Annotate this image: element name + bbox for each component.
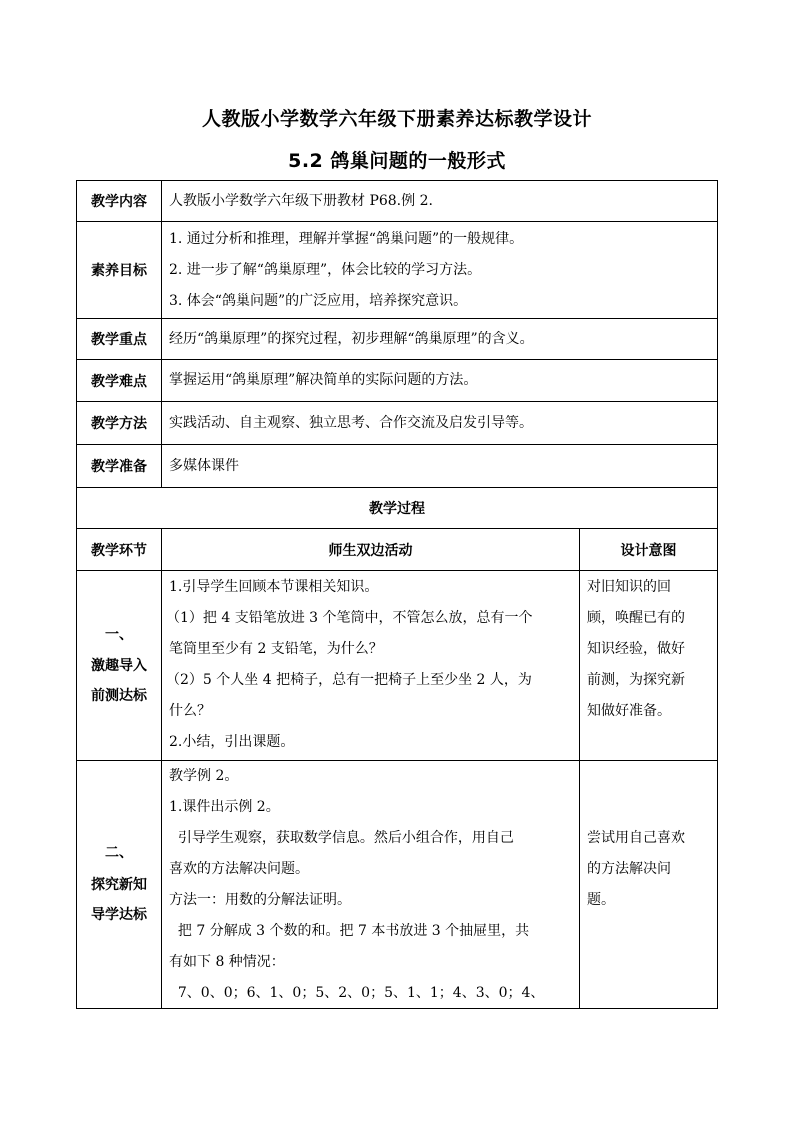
activity-line: 什么？ [169, 703, 211, 719]
stage-name-line: 导学达标 [91, 907, 147, 923]
intent-line: 顾，唤醒已有的 [587, 610, 685, 626]
intent-line: 题。 [587, 892, 615, 908]
activity-line: （2）5 个人坐 4 把椅子，总有一把椅子上至少坐 2 人，为 [166, 672, 532, 688]
label-key-points: 教学重点 [91, 332, 147, 348]
intent-column-divider [579, 528, 580, 1009]
activity-line: 7、0、0；6、1、0；5、2、0；5、1、1；4、3、0；4、 [169, 985, 545, 1001]
intent-line: 知做好准备。 [587, 703, 671, 719]
column-header-intent: 设计意图 [620, 542, 677, 559]
activity-line: 笔筒里至少有 2 支铅笔，为什么？ [169, 641, 383, 657]
stage-number: 二、 [105, 845, 133, 861]
label-preparation: 教学准备 [91, 459, 147, 475]
activity-line: （1）把 4 支铅笔放进 3 个笔筒中，不管怎么放，总有一个 [166, 610, 533, 626]
activity-line: 教学例 2。 [169, 768, 239, 784]
stage-column-divider [161, 528, 162, 1009]
goal-line: 2. 进一步了解“鸽巢原理”，体会比较的学习方法。 [169, 262, 482, 278]
row-divider [76, 221, 718, 222]
intent-line: 的方法解决问 [587, 861, 671, 877]
intent-line: 前测，为探究新 [587, 672, 685, 688]
activity-line: 1.引导学生回顾本节课相关知识。 [169, 579, 379, 595]
goal-line: 3. 体会“鸽巢问题”的广泛应用，培养探究意识。 [169, 293, 468, 309]
methods-text: 实践活动、自主观察、独立思考、合作交流及启发引导等。 [169, 414, 533, 431]
stage-number: 一、 [105, 627, 133, 643]
row-divider [76, 570, 718, 571]
intent-line: 知识经验，做好 [587, 641, 685, 657]
difficulties-text: 掌握运用“鸽巢原理”解决简单的实际问题的方法。 [169, 372, 478, 388]
key-points-text: 经历“鸽巢原理”的探究过程，初步理解“鸽巢原理”的含义。 [169, 330, 534, 347]
column-header-activity: 师生双边活动 [328, 542, 413, 559]
stage-name-line: 探究新知 [91, 877, 147, 893]
activity-line: 方法一：用数的分解法证明。 [169, 892, 351, 908]
content-text: 人教版小学数学六年级下册教材 P68.例 2. [169, 192, 433, 209]
process-heading: 教学过程 [369, 501, 425, 517]
stage-name-line: 激趣导入 [91, 658, 147, 674]
label-goals: 素养目标 [91, 263, 147, 279]
activity-line: 引导学生观察，获取数学信息。然后小组合作，用自己 [169, 830, 514, 846]
table-border-right [717, 180, 718, 1009]
activity-line: 喜欢的方法解决问题。 [169, 861, 309, 877]
goal-line: 1. 通过分析和推理，理解并掌握“鸽巢问题”的一般规律。 [169, 231, 524, 247]
preparation-text: 多媒体课件 [169, 457, 239, 474]
activity-line: 把 7 分解成 3 个数的和。把 7 本书放进 3 个抽屉里，共 [169, 923, 530, 939]
column-header-stage: 教学环节 [91, 542, 147, 559]
label-column-divider [161, 180, 162, 487]
activity-line: 2.小结，引出课题。 [169, 734, 295, 750]
document-title: 人教版小学数学六年级下册素养达标教学设计 [201, 108, 592, 130]
label-content: 教学内容 [91, 194, 147, 210]
label-methods: 教学方法 [91, 416, 147, 432]
intent-line: 尝试用自己喜欢 [587, 830, 685, 846]
activity-line: 1.课件出示例 2。 [169, 799, 280, 815]
activity-line: 有如下 8 种情况： [169, 954, 285, 970]
label-difficulties: 教学难点 [91, 373, 147, 390]
document-subtitle: 5.2 鸽巢问题的一般形式 [288, 150, 506, 172]
intent-line: 对旧知识的回 [587, 579, 671, 595]
stage-name-line: 前测达标 [91, 688, 147, 704]
